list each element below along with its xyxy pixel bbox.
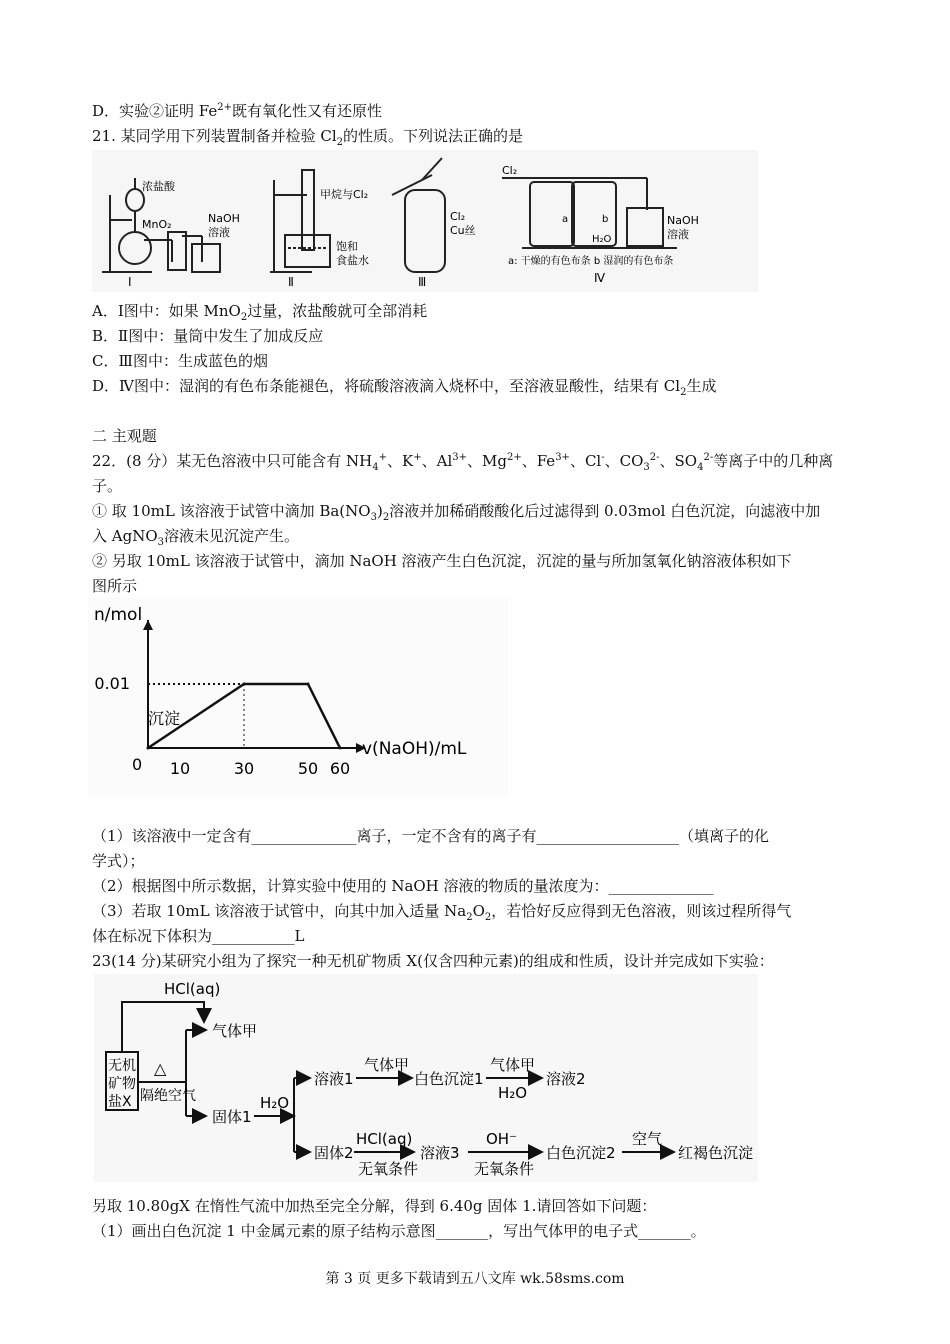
label-mno2: MnO₂ [142,218,172,231]
q21-d-sub: 2 [680,387,687,398]
q22-exp1-c: 溶液并加稀硝酸酸化后过滤得到 0.03mol 白色沉淀，向滤液中加 [389,502,821,520]
q23-flowchart [94,974,758,1182]
label-soln-1: 溶液 [208,226,230,239]
section-title: 二 主观题 [92,427,157,445]
q22-exp2-line2: 图所示 [92,577,138,595]
flow-x-1: 无机 [108,1058,136,1074]
q22-stem-u6: - [601,452,605,463]
q21-a-text: A．Ⅰ图中：如果 MnO [92,302,241,320]
q22-stem-u3: 3+ [452,452,467,463]
flow-h2o-1: H₂O [260,1094,290,1112]
label-naoh-4: NaOH [667,214,699,227]
q22-stem-p6: 、Cl [569,452,602,470]
y-tick-label: 0.01 [94,674,130,693]
q22-exp1-l2s: 3 [157,537,165,548]
q22-stem-p8: 、SO [659,452,698,470]
q21-option-a [92,301,427,321]
flow-solid1: 固体1 [212,1108,252,1126]
q22-q3-line2: 体在标况下体积为___________L [92,927,305,945]
flow-anaerobic1: 无氧条件 [358,1160,419,1178]
q21-option-b: B．Ⅱ图中：量筒中发生了加成反应 [92,327,324,345]
label-b: b [602,214,609,225]
chart-xlabel: v(NaOH)/mL [362,739,467,759]
q21-stem-text2: 的性质。下列说法正确的是 [343,127,524,145]
label-brine: 食盐水 [336,254,369,267]
flow-hcl-top: HCl(aq) [164,980,221,998]
q22-exp1-l2b: 溶液未见沉淀产生。 [164,527,300,545]
flow-x-3: 盐X [108,1094,132,1110]
q22-q1-line2: 学式）； [92,852,145,870]
q22-stem-u5: 3+ [555,452,570,463]
flow-gas-a: 气体甲 [212,1022,258,1040]
q22-stem-s1: 4 [372,462,379,473]
label-naoh-1: NaOH [208,212,240,225]
q22-stem-p5: 、Fe [521,452,556,470]
q22-stem-line1 [92,451,833,471]
flow-delta: △ [154,1059,167,1078]
flow-solution3: 溶液3 [420,1144,460,1162]
label-conc-hcl: 浓盐酸 [142,180,175,193]
q21-option-d [92,376,716,396]
label-h2o: H₂O [592,234,612,245]
flow-red-brown: 红褐色沉淀 [678,1144,754,1162]
q22-exp1-b: ) [376,502,383,520]
chart-origin-label: 0 [132,755,143,774]
label-roman-2: Ⅱ [288,275,294,289]
q21-d-text2: 生成 [686,377,717,395]
q21-option-c: C．Ⅲ图中：生成蓝色的烟 [92,352,268,370]
series-point [339,747,342,750]
q22-stem-p3: 、Al [421,452,453,470]
q22-q3-s2: 2 [484,912,492,923]
flow-anaerobic2: 无氧条件 [474,1160,535,1178]
q22-q2: （2）根据图中所示数据，计算实验中使用的 NaOH 溶液的物质的量浓度为：______________ [92,877,714,895]
q22-exp1-s: 3 [370,512,377,523]
label-roman-3: Ⅲ [418,275,427,289]
q22-stem-u4: 2+ [506,452,522,463]
q22-stem-u2: + [413,452,422,463]
q20-d-text2: 既有氧化性又有还原性 [232,102,383,120]
label-cl2-3: Cl₂ [450,210,466,223]
label-roman-4: Ⅳ [594,271,606,285]
series-point [147,747,150,750]
flow-solution1: 溶液1 [314,1070,354,1088]
q22-stem-u1: + [378,452,387,463]
page-footer: 第 3 页 更多下载请到五八文库 wk.58sms.com [325,1271,625,1287]
flow-gas-a2: 气体甲 [364,1056,410,1074]
q22-q3-b: O [472,902,485,920]
flow-solid2: 固体2 [314,1144,354,1162]
q22-stem-p9: 等离子中的几种离 [713,452,834,470]
q22-stem-p2: 、K [387,452,414,470]
label-roman-1: Ⅰ [128,275,132,289]
q22-stem-line2: 子。 [92,477,123,495]
label-methane-cl2: 甲烷与Cl₂ [320,188,369,201]
q21-stem-sub: 2 [336,137,344,148]
q21-a-text2: 过量，浓盐酸就可全部消耗 [247,302,428,320]
q21-apparatus-figure [92,150,758,292]
x-tick-label: 50 [297,759,319,778]
q22-exp1-s2: 2 [382,512,390,523]
label-cl2-4: Cl₂ [502,164,518,177]
x-tick-label: 30 [233,759,255,778]
label-cu-wire: Cu丝 [450,224,476,237]
flow-x-2: 矿物 [108,1076,136,1092]
q23-q1: （1）画出白色沉淀 1 中金属元素的原子结构示意图_______，写出气体甲的电子式_______。 [92,1222,706,1240]
q22-q1-line1: （1）该溶液中一定含有______________离子，一定不含有的离子有___________________（填离子的化 [92,827,770,845]
q20-option-d [92,101,382,121]
q22-q3-c: ，若恰好反应得到无色溶液，则该过程所得气 [491,902,792,920]
q23-after: 另取 10.80gX 在惰性气流中加热至完全分解，得到 6.40g 固体 1.请回答如下问题： [92,1197,657,1215]
flow-isolate-air: 隔绝空气 [140,1088,196,1104]
label-sat: 饱和 [336,240,358,253]
q22-stem-p7: 、CO [604,452,644,470]
q22-exp1-l2a: 入 AgNO [92,527,158,545]
q22-stem-p4: 、Mg [467,452,507,470]
flow-air: 空气 [632,1130,663,1148]
precipitate-chart [88,598,508,798]
q22-q3-s: 2 [466,912,473,923]
q22-stem-p1: 22．(8 分）某无色溶液中只可能含有 NH [92,452,373,470]
flow-h2o-2: H₂O [498,1084,528,1102]
q22-exp1-line2 [92,526,299,546]
q22-q3-line1 [92,901,791,921]
q20-d-text: D．实验②证明 Fe [92,102,218,120]
flow-solution2: 溶液2 [546,1070,586,1088]
q22-stem-u8: 2- [703,452,714,463]
q22-q3-a: （3）若取 10mL 该溶液于试管中，向其中加入适量 Na [92,902,467,920]
q21-a-sub: 2 [240,312,248,323]
q22-stem-s8: 4 [697,462,704,473]
x-tick-label: 10 [169,759,191,778]
flow-white-ppt1: 白色沉淀1 [414,1070,484,1088]
flow-hcl-2: HCl(aq) [356,1130,413,1148]
flow-gas-a3: 气体甲 [490,1056,536,1074]
label-cloth-note: a: 干燥的有色布条 b 湿润的有色布条 [508,256,674,267]
chart-ylabel: n/mol [94,605,143,625]
chart-annotation: 沉淀 [148,709,181,728]
q22-exp2-line1: ② 另取 10mL 该溶液于试管中，滴加 NaOH 溶液产生白色沉淀，沉淀的量与所加氢氧化钠溶液体积如下 [92,552,792,570]
q23-stem: 23(14 分)某研究小组为了探究一种无机矿物质 X(仅含四种元素)的组成和性质，设计并完成如下实验： [92,952,774,970]
flow-white-ppt2: 白色沉淀2 [546,1144,616,1162]
label-soln-4: 溶液 [667,228,689,241]
q21-stem [92,126,523,146]
label-a: a [562,214,569,225]
q22-stem-u7: 2- [649,452,660,463]
x-tick-label: 60 [329,759,351,778]
q20-d-sup: 2+ [217,102,233,113]
q22-exp1-a: ① 取 10mL 该溶液于试管中滴加 Ba(NO [92,502,371,520]
q22-exp1-line1 [92,501,820,521]
q22-stem-s7: 3 [643,462,650,473]
q21-d-text: D．Ⅳ图中：湿润的有色布条能褪色，将硫酸溶液滴入烧杯中，至溶液显酸性，结果有 Cl [92,377,681,395]
flow-oh: OH⁻ [486,1130,518,1148]
series-point [307,683,310,686]
q21-stem-text: 21. 某同学用下列装置制备并检验 Cl [92,127,337,145]
